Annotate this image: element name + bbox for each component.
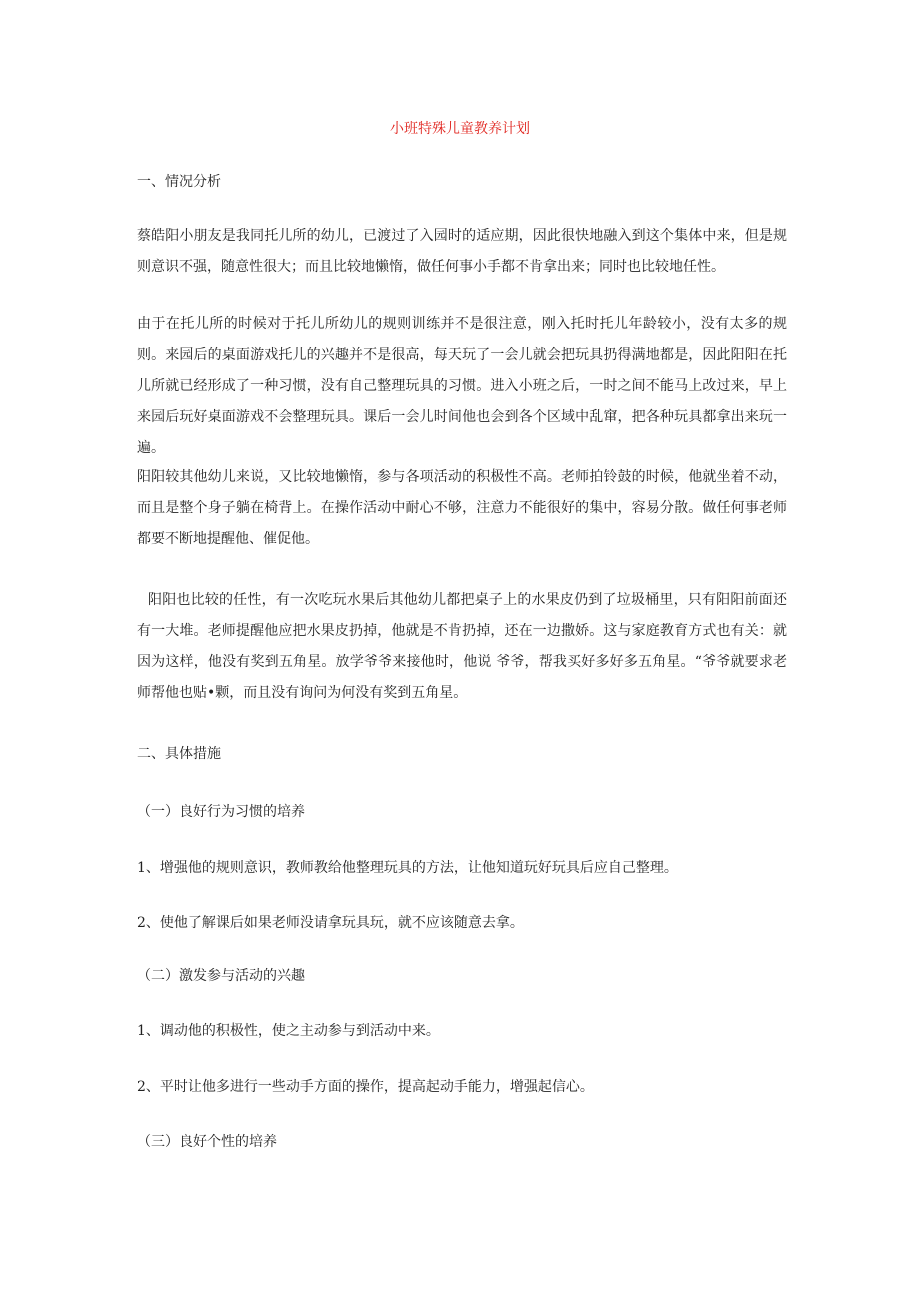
- list-item-interest-1: 1、调动他的积极性，使之主动参与到活动中来。: [137, 1023, 440, 1039]
- section-heading-measures: 二、具体措施: [137, 746, 221, 762]
- list-item-habits-2: 2、使他了解课后如果老师没请拿玩具玩，就不应该随意去拿。: [137, 915, 524, 931]
- paragraph-2: 由于在托儿所的时候对于托儿所幼儿的规则训练并不是很注意，刚入托时托儿年龄较小，没有太多的规则。来园后的桌面游戏托儿的兴趣并不是很高，每天玩了一会儿就会把玩具扔得满地都是，因此阳阳在托儿所就已经形成了一种习惯，没有自己整理玩具的习惯。进入小班之后，一时之间不能马上改过来，早上来园后玩好桌面游戏不会整理玩具。课后一会儿时间他也会到各个区域中乱窜，把各种玩具都拿出来玩一遍。: [137, 316, 787, 456]
- document-title: 小班特殊儿童教养计划: [390, 121, 530, 137]
- list-item-habits-1: 1、增强他的规则意识，教师教给他整理玩具的方法，让他知道玩好玩具后应自己整理。: [137, 860, 678, 876]
- subsection-heading-personality: （三）良好个性的培养: [137, 1134, 277, 1150]
- paragraph-4: 阳阳也比较的任性，有一次吃玩水果后其他幼儿都把桌子上的水果皮仍到了垃圾桶里，只有阳阳前面还有一大堆。老师提醒他应把水果皮扔掉，他就是不肯扔掉，还在一边撒娇。这与家庭教育方式也有关：就因为这样，他没有奖到五角星。放学爷爷来接他时，他说 爷爷，帮我买好多好多五角星。“爷爷就要求老师帮他也贴•颗，而且没有询问为何没有奖到五角星。: [137, 592, 787, 701]
- list-item-interest-2: 2、平时让他多进行一些动手方面的操作，提高起动手能力，增强起信心。: [137, 1079, 594, 1095]
- subsection-heading-habits: （一）良好行为习惯的培养: [137, 804, 305, 820]
- subsection-heading-interest: （二）激发参与活动的兴趣: [137, 968, 305, 984]
- paragraph-3: 阳阳较其他幼儿来说，又比较地懒惰，参与各项活动的积极性不高。老师拍铃鼓的时候，他就坐着不动，而且是整个身子躺在椅背上。在操作活动中耐心不够，注意力不能很好的集中，容易分散。做任何事老师都要不断地提醒他、催促他。: [137, 469, 787, 547]
- section-heading-analysis: 一、情况分析: [137, 174, 221, 190]
- paragraph-1: 蔡皓阳小朋友是我同托儿所的幼儿，已渡过了入园时的适应期，因此很快地融入到这个集体中来，但是规则意识不强，随意性很大；而且比较地懒惰，做任何事小手都不肯拿出来；同时也比较地任性。: [137, 228, 787, 275]
